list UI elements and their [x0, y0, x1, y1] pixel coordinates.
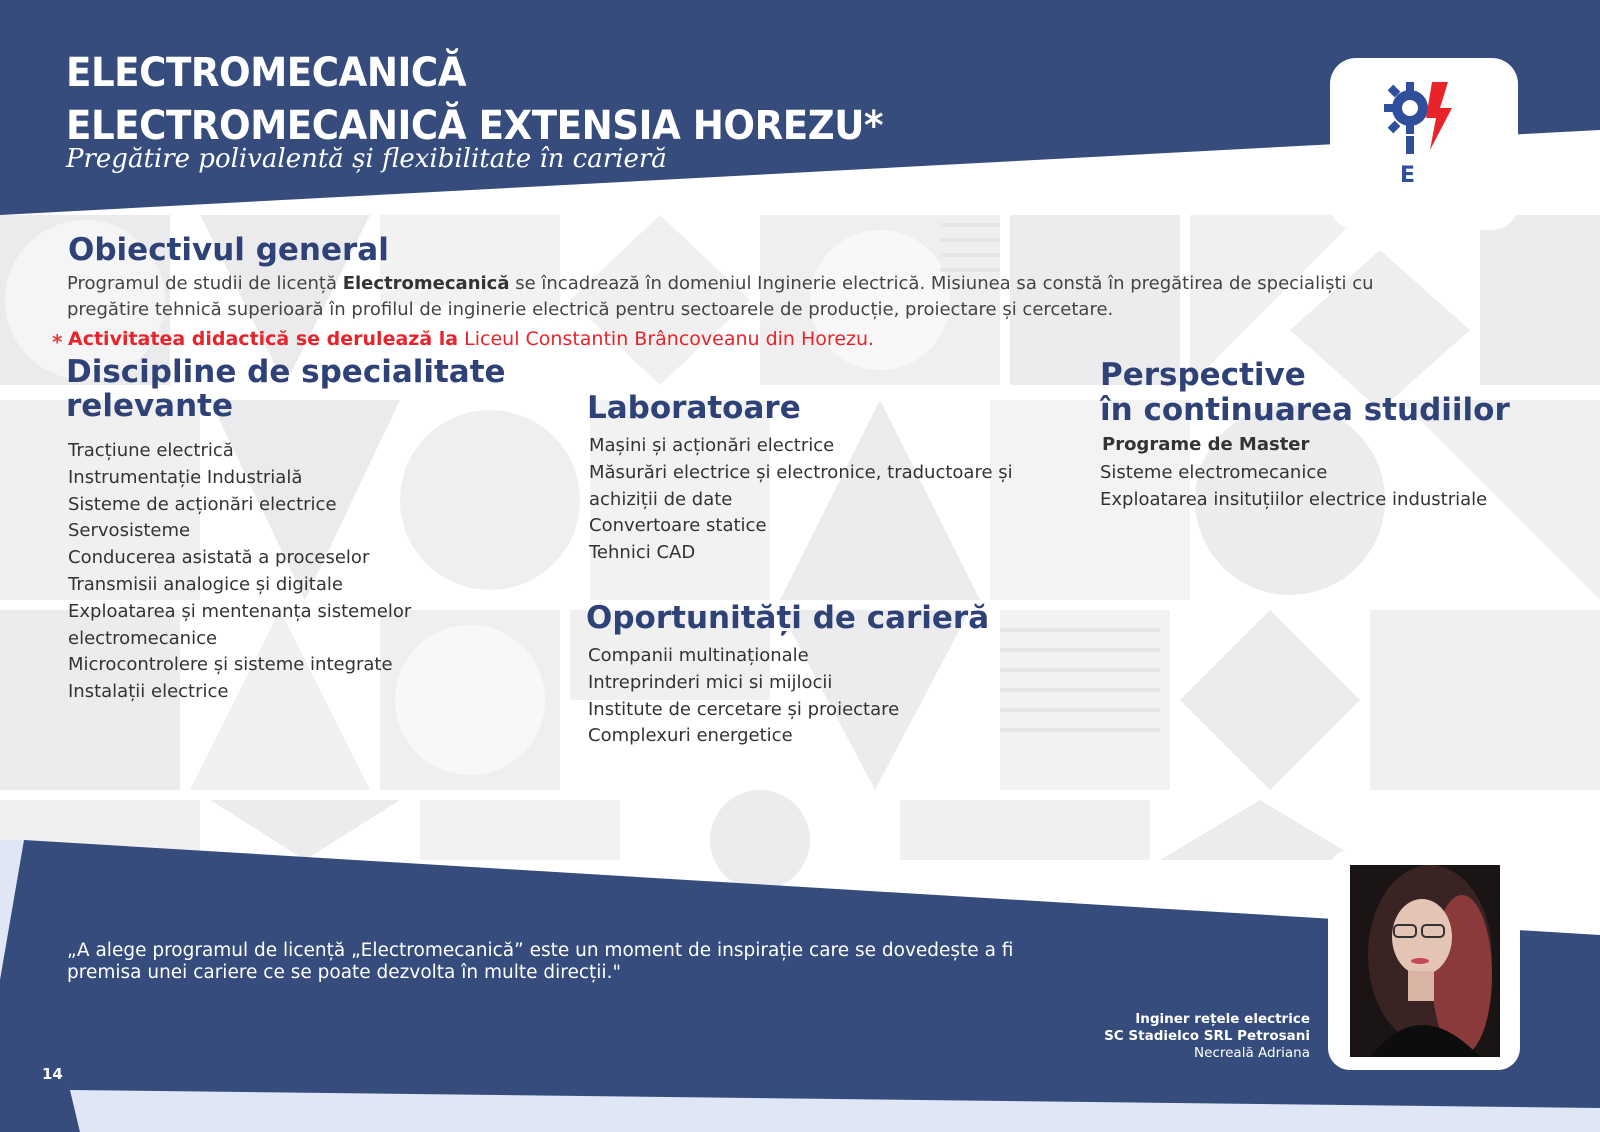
discipline-item: Conducerea asistată a proceselor — [68, 547, 370, 569]
master-program-item: Exploatarea insituțiilor electrice industriale — [1100, 488, 1488, 510]
location-note-bold: Activitatea didactică se derulează la — [68, 328, 459, 350]
discipline-item: Servosisteme — [68, 520, 191, 542]
location-note — [68, 328, 874, 350]
objective-heading: Obiectivul general — [68, 232, 389, 268]
lab-item: Mașini și acționări electrice — [589, 435, 835, 456]
perspectives-heading-line-1: Perspective — [1100, 357, 1306, 393]
lab-item: achiziții de date — [589, 488, 733, 510]
objective-text-line-1 — [67, 271, 1374, 297]
discipline-item: Microcontrolere și sisteme integrate — [68, 654, 393, 676]
quote-line-1: „A alege programul de licență „Electromecanică” este un moment de inspirație care se dovedește a fi — [67, 940, 1014, 961]
career-item: Companii multinaționale — [588, 645, 809, 666]
person-portrait-icon — [1350, 865, 1500, 1057]
disciplines-list — [68, 438, 411, 706]
logo-letter: E — [1400, 163, 1416, 188]
testimonial-quote — [67, 940, 1027, 984]
testimonial-photo — [1350, 865, 1500, 1057]
careers-list — [588, 643, 899, 750]
careers-heading: Oportunități de carieră — [586, 600, 990, 636]
objective-text-line-2: pregătire tehnică superioară în profilul de inginerie electrică pentru sectoarele de producție, proiectare și cercetare. — [67, 299, 1114, 320]
subtitle: Pregătire polivalentă și flexibilitate în carieră — [66, 144, 667, 174]
note-asterisk: * — [52, 330, 63, 354]
career-item: Complexuri energetice — [588, 725, 793, 747]
career-item: Institute de cercetare și proiectare — [588, 698, 900, 720]
objective-text-before: Programul de studii de licență — [67, 273, 343, 294]
page-number: 14 — [42, 1065, 63, 1083]
labs-list — [589, 433, 1013, 567]
master-programs-label: Programe de Master — [1102, 434, 1310, 455]
master-program-item: Sisteme electromecanice — [1100, 462, 1328, 483]
labs-heading: Laboratoare — [587, 390, 801, 426]
location-note-rest: Liceul Constantin Brâncoveanu din Horezu. — [458, 328, 875, 350]
disciplines-heading-line-2: relevante — [66, 388, 234, 424]
testimonial-name: Necreală Adriana — [1194, 1045, 1310, 1061]
discipline-item: Exploatarea și mentenanța sistemelor — [68, 600, 412, 622]
discipline-item: Instalații electrice — [68, 681, 229, 703]
electromechanics-logo-icon — [1380, 78, 1470, 188]
lab-item: Tehnici CAD — [589, 542, 696, 564]
quote-line-2: premisa unei cariere ce se poate dezvolta în multe direcții." — [67, 962, 621, 983]
title-line-2: ELECTROMECANICĂ EXTENSIA HOREZU* — [66, 103, 883, 149]
discipline-item: Tracțiune electrică — [68, 440, 234, 461]
discipline-item: Sisteme de acționări electrice — [68, 493, 337, 515]
perspectives-heading-line-2: în continuarea studiilor — [1100, 392, 1510, 428]
title-line-1: ELECTROMECANICĂ — [66, 50, 467, 96]
lab-item: Măsurări electrice și electronice, traductoare și — [589, 461, 1013, 483]
career-item: Intreprinderi mici si mijlocii — [588, 671, 833, 693]
disciplines-heading-line-1: Discipline de specialitate — [66, 354, 506, 390]
testimonial-company: SC Stadielco SRL Petrosani — [1104, 1028, 1310, 1044]
discipline-item: Instrumentație Industrială — [68, 466, 303, 488]
objective-text-after: se încadrează în domeniul Inginerie electrică. Misiunea sa constă în pregătirea de specialiști cu — [509, 273, 1374, 294]
discipline-item: Transmisii analogice și digitale — [68, 573, 343, 595]
master-programs-list — [1100, 460, 1487, 514]
testimonial-role: Inginer rețele electrice — [1135, 1011, 1310, 1027]
discipline-item: electromecanice — [68, 627, 218, 649]
lab-item: Convertoare statice — [589, 515, 767, 537]
objective-text-bold: Electromecanică — [342, 273, 510, 294]
